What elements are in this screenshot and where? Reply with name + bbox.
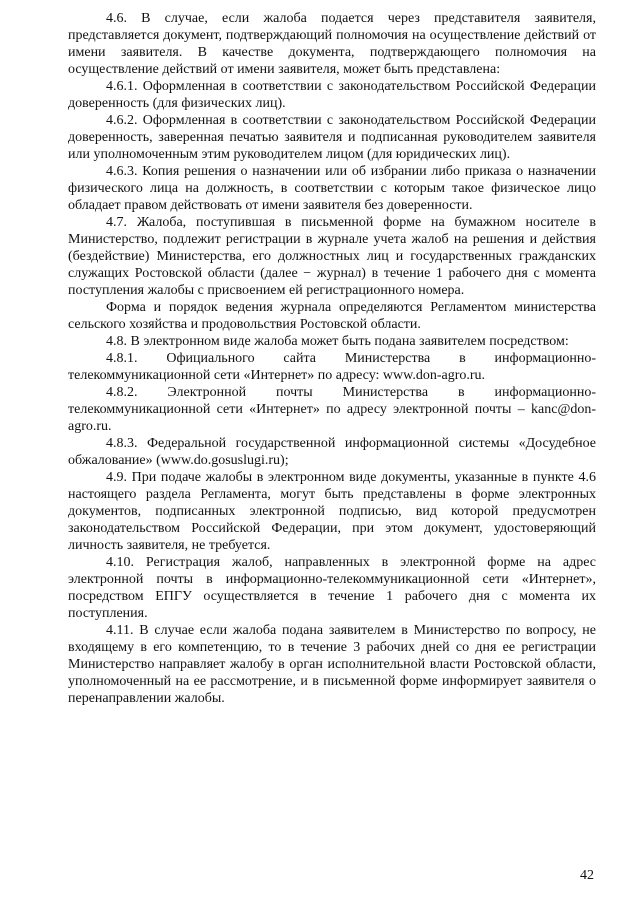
paragraph-4-6: 4.6. В случае, если жалоба подается через представителя заявителя, представляется документ, подтверждающий полномочия на осуществление действий от имени заявителя. В качестве документа, подтверждающего полномочия на осуществление действий от имени заявителя, может быть представлена: bbox=[68, 11, 596, 77]
paragraph-4-11: 4.11. В случае если жалоба подана заявителем в Министерство по вопросу, не входящему в его компетенцию, то в течение 3 рабочих дней со дня ее регистрации Министерство направляет жалобу в орган исполнительной власти Ростовской области, уполномоченный на ее рассмотрение, и в письменной форме информирует заявителя о перенаправлении жалобы. bbox=[68, 623, 596, 706]
paragraph-4-8-1: 4.8.1. Официального сайта Министерства в информационно-телекоммуникационной сети «Интернет» по адресу: www.don-agro.ru. bbox=[68, 351, 596, 383]
document-body bbox=[68, 10, 596, 707]
page-number: 42 bbox=[580, 868, 594, 883]
paragraph-4-8-2: 4.8.2. Электронной почты Министерства в информационно-телекоммуникационной сети «Интернет» по адресу электронной почты – kanc@don-agro.ru. bbox=[68, 385, 596, 434]
paragraph-4-6-2: 4.6.2. Оформленная в соответствии с законодательством Российской Федерации доверенность, заверенная печатью заявителя и подписанная руководителем заявителя или уполномоченным этим руководителем лицом (для юридических лиц). bbox=[68, 113, 596, 162]
paragraph-4-6-1: 4.6.1. Оформленная в соответствии с законодательством Российской Федерации доверенность (для физических лиц). bbox=[68, 79, 596, 111]
paragraph-4-7: 4.7. Жалоба, поступившая в письменной форме на бумажном носителе в Министерство, подлежит регистрации в журнале учета жалоб на решения и действия (бездействие) Министерства, его должностных лиц и государственных гражданских служащих Ростовской области (далее − журнал) в течение 1 рабочего дня с момента поступления жалобы с присвоением ей регистрационного номера. bbox=[68, 215, 596, 298]
paragraph-4-8-3: 4.8.3. Федеральной государственной информационной системы «Досудебное обжалование» (www.do.gosuslugi.ru); bbox=[68, 436, 596, 468]
paragraph-journal-form: Форма и порядок ведения журнала определяются Регламентом министерства сельского хозяйства и продовольствия Ростовской области. bbox=[68, 300, 596, 332]
paragraph-4-8: 4.8. В электронном виде жалоба может быть подана заявителем посредством: bbox=[106, 334, 569, 349]
paragraph-4-10: 4.10. Регистрация жалоб, направленных в электронной форме на адрес электронной почты в информационно-телекоммуникационной сети «Интернет», посредством ЕПГУ осуществляется в течение 1 рабочего дня с момента их поступления. bbox=[68, 555, 596, 621]
paragraph-4-9: 4.9. При подаче жалобы в электронном виде документы, указанные в пункте 4.6 настоящего раздела Регламента, могут быть представлены в форме электронных документов, подписанных электронной подписью, вид которой предусмотрен законодательством Российской Федерации, при этом документ, удостоверяющий личность заявителя, не требуется. bbox=[68, 470, 596, 553]
paragraph-4-6-3: 4.6.3. Копия решения о назначении или об избрании либо приказа о назначении физического лица на должность, в соответствии с которым такое физическое лицо обладает правом действовать от имени заявителя без доверенности. bbox=[68, 164, 596, 213]
